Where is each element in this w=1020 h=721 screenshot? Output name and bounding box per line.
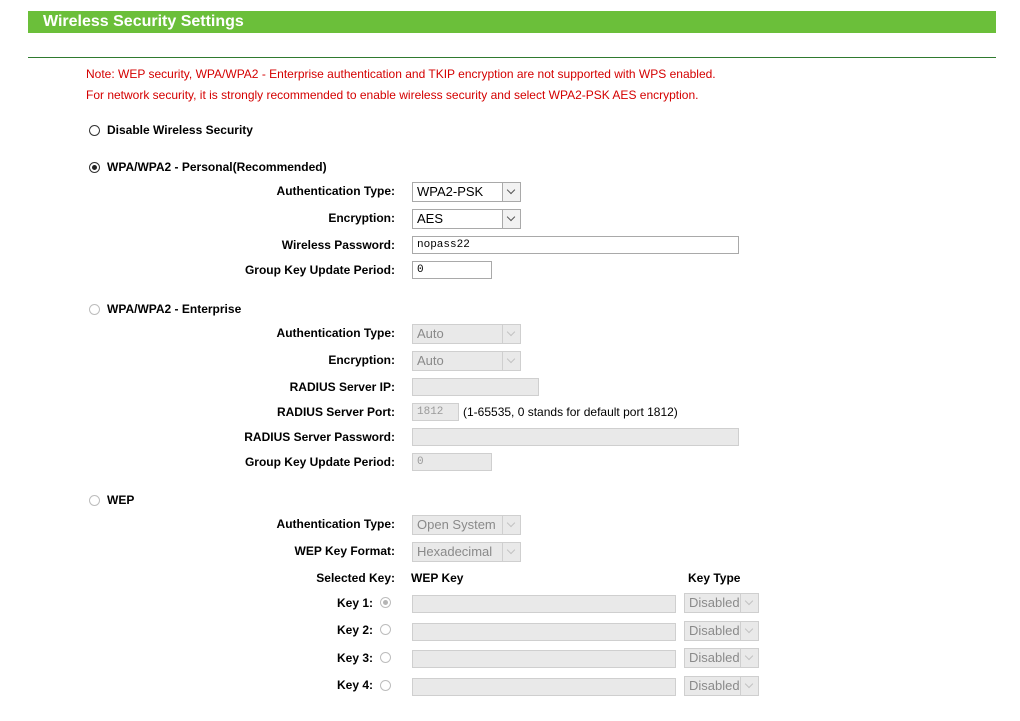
radius-ip-label: RADIUS Server IP: [289,380,395,394]
wep-auth-type-value: Open System [417,517,496,532]
wep-key-format-label: WEP Key Format: [294,544,395,558]
enterprise-encryption-label: Encryption: [328,353,395,367]
chevron-down-icon [740,594,758,612]
wep-auth-type-label: Authentication Type: [276,517,395,531]
chevron-down-icon [502,352,520,370]
enterprise-auth-type-label: Authentication Type: [276,326,395,340]
key-4-type-select[interactable] [684,676,759,696]
chevron-down-icon [740,677,758,695]
page-title: Wireless Security Settings [43,13,244,30]
chevron-down-icon [740,649,758,667]
key-4-type-value: Disabled [689,678,740,693]
chevron-down-icon [502,325,520,343]
wep-key-column-header: WEP Key [411,571,464,585]
enterprise-group-key-input[interactable]: 0 [412,453,492,471]
key-3-label: Key 3: [337,651,374,665]
selected-key-label: Selected Key: [316,571,395,585]
key-1-radio[interactable] [380,597,391,608]
enterprise-auth-type-select[interactable] [412,324,521,344]
key-4-radio[interactable] [380,680,391,691]
wireless-password-input[interactable]: nopass22 [412,236,739,254]
wpa-personal-label: WPA/WPA2 - Personal(Recommended) [107,160,327,174]
title-divider [28,57,996,58]
key-3-type-select[interactable] [684,648,759,668]
wep-radio[interactable] [89,495,100,506]
security-recommendation-note: For network security, it is strongly recommended to enable wireless security and select WPA2-PSK AES encryption. [86,88,699,102]
wep-auth-type-select[interactable] [412,515,521,535]
key-1-input[interactable] [412,595,676,613]
enterprise-encryption-select[interactable] [412,351,521,371]
personal-group-key-input[interactable]: 0 [412,261,492,279]
enterprise-auth-type-value: Auto [417,326,444,341]
chevron-down-icon [502,543,520,561]
personal-auth-type-label: Authentication Type: [276,184,395,198]
disable-security-radio[interactable] [89,125,100,136]
key-1-type-value: Disabled [689,595,740,610]
radius-password-input[interactable] [412,428,739,446]
radius-password-label: RADIUS Server Password: [244,430,395,444]
personal-group-key-label: Group Key Update Period: [244,263,395,277]
personal-encryption-value: AES [417,211,444,226]
wep-label: WEP [107,493,135,507]
chevron-down-icon [502,516,520,534]
disable-security-label: Disable Wireless Security [107,123,253,137]
chevron-down-icon [502,183,520,201]
key-3-type-value: Disabled [689,650,740,665]
key-2-label: Key 2: [337,623,374,637]
key-1-type-select[interactable] [684,593,759,613]
key-3-radio[interactable] [380,652,391,663]
key-type-column-header: Key Type [688,571,741,585]
wireless-password-label: Wireless Password: [281,238,395,252]
enterprise-group-key-label: Group Key Update Period: [244,455,395,469]
personal-encryption-label: Encryption: [328,211,395,225]
personal-auth-type-select[interactable] [412,182,521,202]
radius-ip-input[interactable] [412,378,539,396]
key-2-type-value: Disabled [689,623,740,638]
key-2-type-select[interactable] [684,621,759,641]
key-1-label: Key 1: [337,596,374,610]
radius-port-input[interactable]: 1812 [412,403,459,421]
key-2-input[interactable] [412,623,676,641]
key-4-input[interactable] [412,678,676,696]
key-2-radio[interactable] [380,624,391,635]
key-3-input[interactable] [412,650,676,668]
key-4-label: Key 4: [337,678,374,692]
personal-auth-type-value: WPA2-PSK [417,184,484,199]
wpa-enterprise-label: WPA/WPA2 - Enterprise [107,302,242,316]
chevron-down-icon [740,622,758,640]
wpa-enterprise-radio[interactable] [89,304,100,315]
enterprise-encryption-value: Auto [417,353,444,368]
personal-encryption-select[interactable] [412,209,521,229]
chevron-down-icon [502,210,520,228]
radius-port-label: RADIUS Server Port: [276,405,395,419]
wpa-personal-radio[interactable] [89,162,100,173]
wep-key-format-value: Hexadecimal [417,544,493,559]
wps-note: Note: WEP security, WPA/WPA2 - Enterprise authentication and TKIP encryption are not supported with WPS enabled. [86,67,716,81]
radius-port-hint: (1-65535, 0 stands for default port 1812) [463,405,678,419]
wep-key-format-select[interactable] [412,542,521,562]
